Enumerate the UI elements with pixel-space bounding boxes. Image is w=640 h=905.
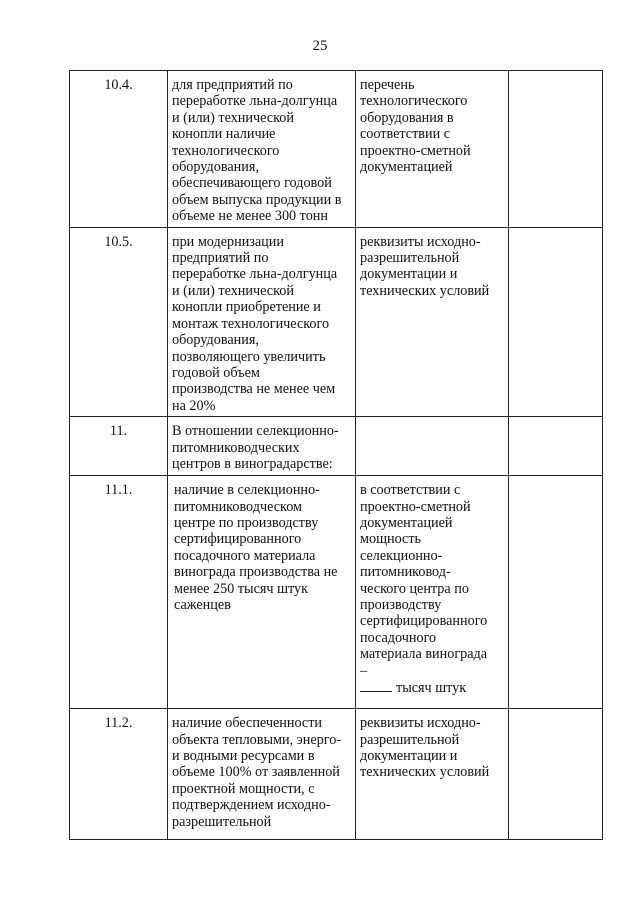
document-cell — [356, 476, 509, 709]
row-number: 11.1. — [104, 482, 133, 499]
document-cell — [356, 227, 509, 416]
empty-cell — [509, 417, 603, 476]
row-number-cell — [70, 417, 168, 476]
document-cell — [356, 417, 509, 476]
table-row — [70, 476, 603, 709]
condition-text: В отношении селекционно- питомниководческих центров в виноградарстве: — [172, 423, 339, 472]
condition-text: при модернизации предприятий по переработке льна-долгунца и (или) технической конопли приобретение и монтаж технологического оборудования, позволяющего увеличить годовой объем производства не менее чем на 20% — [172, 233, 338, 414]
empty-cell — [509, 476, 603, 709]
condition-text: для предприятий по переработке льна-долгунца и (или) технической конопли наличие технологического оборудования, обеспечивающего годовой объем выпуска продукции в объеме не менее 300 тонн — [172, 77, 342, 225]
empty-cell — [509, 227, 603, 416]
row-number: 11.2. — [104, 715, 133, 732]
row-number: 10.4. — [104, 77, 133, 93]
document-text: реквизиты исходно- разрешительной документации и технических условий — [360, 715, 490, 781]
document-cell — [356, 71, 509, 228]
table-row — [70, 227, 603, 416]
table-row — [70, 709, 603, 840]
row-number-cell — [70, 71, 168, 228]
document-text: в соответствии с проектно-сметной документацией мощность селекционно- питомниковод- ческого центра по производству сертифицированного посадочного материала винограда — [360, 482, 488, 663]
row-number-cell — [70, 476, 168, 709]
condition-cell — [168, 709, 356, 840]
table-row — [70, 417, 603, 476]
fill-in-blank — [360, 679, 392, 692]
condition-cell — [168, 71, 356, 228]
row-number-cell — [70, 709, 168, 840]
document-tail-text: тысяч штук — [396, 680, 467, 696]
document-tail — [356, 679, 508, 696]
document-cell — [356, 709, 509, 840]
document-text: перечень технологического оборудования в соответствии с проектно-сметной документацией — [360, 77, 471, 176]
page-number: 25 — [312, 38, 328, 54]
condition-cell — [168, 417, 356, 476]
requirements-table — [69, 70, 603, 840]
document-dash: – — [360, 662, 368, 679]
empty-cell — [509, 709, 603, 840]
condition-cell — [168, 476, 356, 709]
document-text: реквизиты исходно- разрешительной документации и технических условий — [360, 233, 490, 299]
condition-text: наличие обеспеченности объекта тепловыми, энерго- и водными ресурсами в объеме 100% от заявленной проектной мощности, с подтверждением исходно- разрешительной — [172, 715, 342, 830]
empty-cell — [509, 71, 603, 228]
row-number: 11. — [109, 423, 128, 440]
table-row — [70, 71, 603, 228]
row-number-cell — [70, 227, 168, 416]
condition-text: наличие в селекционно- питомниководческом центре по производству сертифицированного посадочного материала винограда производства не менее 250 тысяч штук саженцев — [174, 482, 338, 613]
condition-cell — [168, 227, 356, 416]
row-number: 10.5. — [104, 233, 133, 250]
